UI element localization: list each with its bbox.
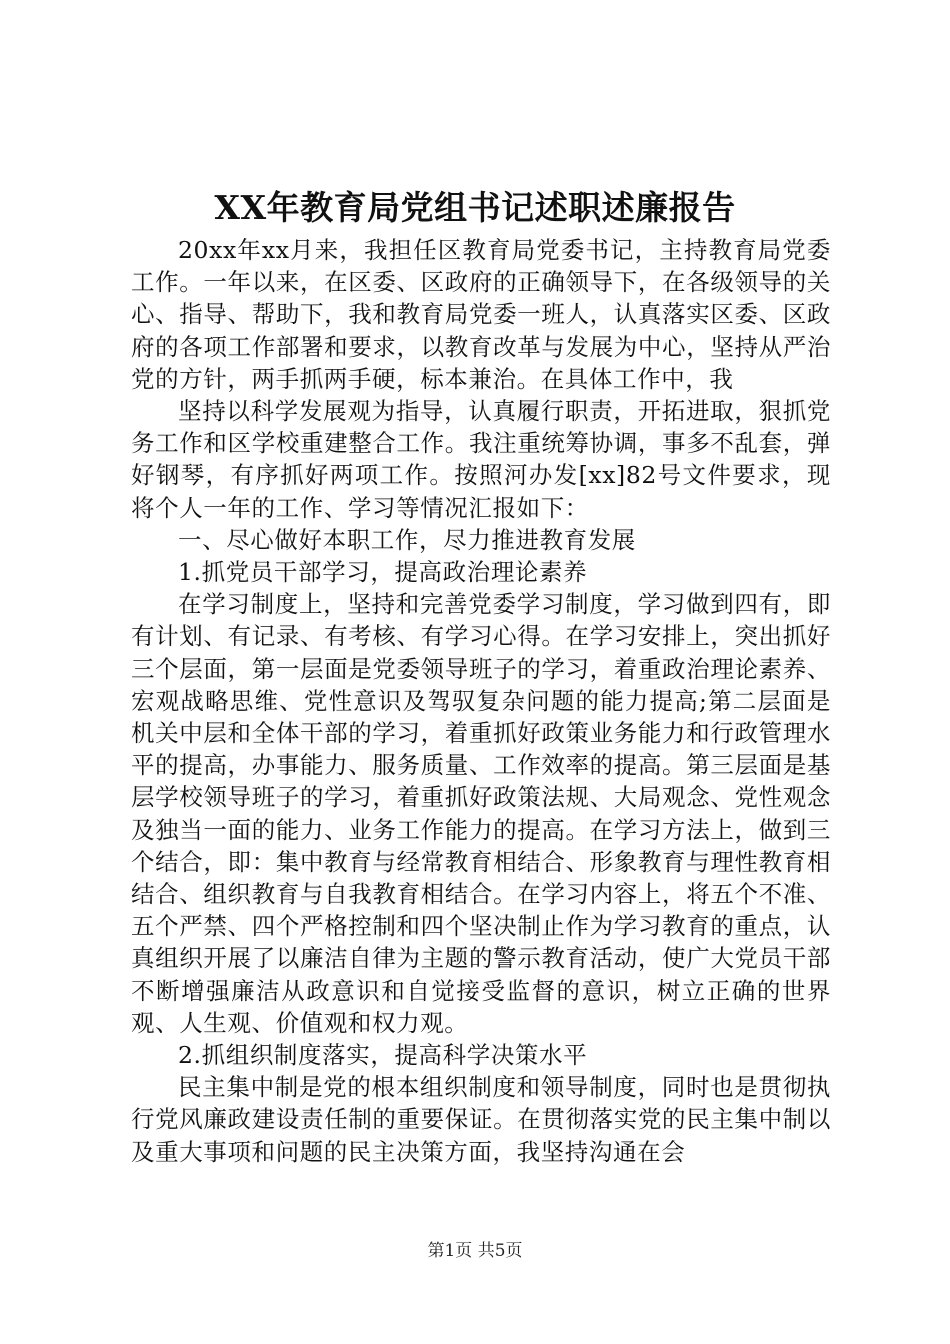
subsection-heading-2: 2.抓组织制度落实，提高科学决策水平	[178, 1041, 588, 1070]
paragraph-study: 在学习制度上，坚持和完善党委学习制度，学习做到四有，即有计划、有记录、有考核、有学习心得。在学习安排上，突出抓好三个层面，第一层面是党委领导班子的学习，着重政治理论素养、宏观战略思维、党性意识及驾驭复杂问题的能力提高;第二层面是机关中层和全体干部的学习，着重抓好政策业务能力和行政管理水平的提高，办事能力、服务质量、工作效率的提高。第三层面是基层学校领导班子的学习，着重抓好政策法规、大局观念、党性观念及独当一面的能力、业务工作能力的提高。在学习方法上，做到三个结合，即：集中教育与经常教育相结合、形象教育与理性教育相结合、组织教育与自我教育相结合。在学习内容上，将五个不准、五个严禁、四个严格控制和四个坚决制止作为学习教育的重点，认真组织开展了以廉洁自律为主题的警示教育活动，使广大党员干部不断增强廉洁从政意识和自觉接受监督的意识，树立正确的世界观、人生观、价值观和权力观。	[131, 590, 831, 1037]
document-body	[131, 234, 831, 1168]
paragraph-democratic-centralism: 民主集中制是党的根本组织制度和领导制度，同时也是贯彻执行党风廉政建设责任制的重要保证。在贯彻落实党的民主集中制以及重大事项和问题的民主决策方面，我坚持沟通在会	[131, 1073, 831, 1166]
page-number-footer: 第1页 共5页	[427, 1241, 523, 1261]
subsection-heading-1: 1.抓党员干部学习，提高政治理论素养	[178, 558, 588, 587]
paragraph-intro: 20xx年xx月来，我担任区教育局党委书记，主持教育局党委工作。一年以来，在区委、区政府的正确领导下，在各级领导的关心、指导、帮助下，我和教育局党委一班人，认真落实区委、区政府的各项工作部署和要求，以教育改革与发展为中心，坚持从严治党的方针，两手抓两手硬，标本兼治。在具体工作中，我	[131, 236, 831, 393]
document-title: XX年教育局党组书记述职述廉报告	[214, 188, 736, 227]
paragraph-summary: 坚持以科学发展观为指导，认真履行职责，开拓进取，狠抓党务工作和区学校重建整合工作。我注重统筹协调，事多不乱套，弹好钢琴，有序抓好两项工作。按照河办发[xx]82号文件要求，现将个人一年的工作、学习等情况汇报如下：	[131, 397, 831, 522]
section-heading-1: 一、尽心做好本职工作，尽力推进教育发展	[178, 525, 636, 554]
